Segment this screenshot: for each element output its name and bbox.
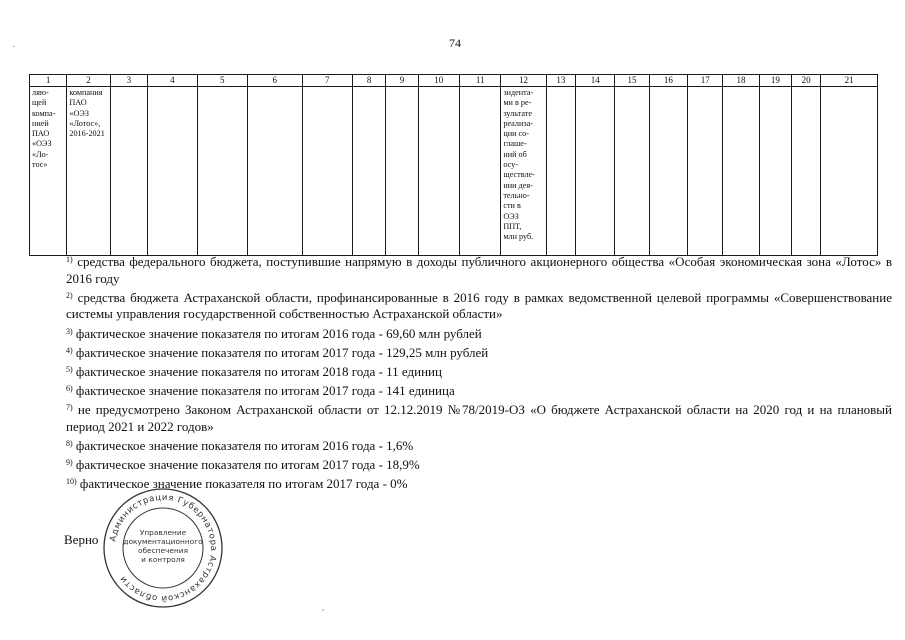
column-header: 6	[248, 75, 303, 87]
cell-text-col1: ляю- щей компа- нией ПАО «ОЭЗ «Ло- тос»	[32, 88, 56, 170]
scan-speck: ·	[12, 42, 16, 53]
table-cell	[30, 87, 67, 256]
table-row	[30, 87, 878, 256]
footnotes	[66, 254, 892, 493]
footnote-text: фактическое значение показателя по итогам 2017 года - 0%	[79, 476, 408, 492]
column-header: 16	[649, 75, 687, 87]
footnote-mark: 7)	[66, 403, 73, 413]
footnote-mark: 8)	[66, 439, 73, 449]
stamp-ring-text: Администрация Губернатора Астраханской области	[108, 492, 219, 604]
footnote-mark: 9)	[66, 458, 73, 468]
stamp-center-line: обеспечения	[137, 546, 189, 555]
column-header: 1	[30, 75, 67, 87]
official-stamp	[101, 486, 225, 610]
footnote-mark: 3)	[66, 326, 73, 336]
footnote	[66, 326, 892, 343]
footnote-text: фактическое значение показателя по итогам 2017 года - 141 единица	[75, 383, 455, 399]
column-header: 17	[688, 75, 723, 87]
verno-label: Верно	[64, 532, 99, 547]
footnote-text: не предусмотрено Законом Астраханской области от 12.12.2019 №78/2019-ОЗ «О бюджете Астраханской области на 2020 год и на плановый период 2021 и 2022 годов»	[66, 402, 893, 434]
column-header: 14	[576, 75, 615, 87]
footnote	[66, 345, 892, 362]
column-header: 10	[418, 75, 459, 87]
footnote-text: средства федерального бюджета, поступившие напрямую в доходы публичного акционерного общества «Особая экономическая зона «Лотос» в 2016 году	[66, 254, 892, 286]
table-cell	[723, 87, 759, 256]
cell-text-col12: зидента- ми в ре- зультате реализа- ции со- глаше- ний об осу- ществле- нии дея- тельно- сти в ОЭЗ ППТ, млн руб.	[503, 88, 535, 242]
table-cell	[759, 87, 791, 256]
column-header: 19	[759, 75, 791, 87]
table-cell	[615, 87, 649, 256]
table-cell	[688, 87, 723, 256]
stamp-center-line: Управление	[139, 528, 187, 537]
cell-text-col2: компания ПАО «ОЭЗ «Лотос», 2016-2021	[69, 88, 105, 139]
table-cell	[546, 87, 575, 256]
footnote-mark: 10)	[66, 477, 77, 487]
footnote-text: фактическое значение показателя по итогам 2016 года - 69,60 млн рублей	[75, 325, 482, 341]
column-header: 2	[67, 75, 110, 87]
table-cell	[67, 87, 110, 256]
column-header: 8	[352, 75, 385, 87]
footnote	[66, 290, 892, 323]
table-cell	[821, 87, 878, 256]
column-header: 13	[546, 75, 575, 87]
column-header: 5	[197, 75, 247, 87]
footnote-mark: 1)	[66, 255, 73, 264]
table-cell	[792, 87, 821, 256]
column-header: 11	[459, 75, 500, 87]
stamp-center-line: и контроля	[141, 555, 185, 564]
footnote-mark: 6)	[66, 384, 73, 394]
data-table	[29, 74, 878, 256]
scan-speck: ′	[322, 608, 325, 619]
footnote	[66, 364, 892, 381]
footnote-mark: 5)	[66, 364, 73, 374]
table-cell	[649, 87, 687, 256]
table-cell	[386, 87, 418, 256]
footnote-text: фактическое значение показателя по итогам 2016 года - 1,6%	[75, 438, 414, 454]
column-header: 15	[615, 75, 649, 87]
column-header: 4	[148, 75, 197, 87]
table-cell	[248, 87, 303, 256]
column-header: 18	[723, 75, 759, 87]
footnote-text: фактическое значение показателя по итогам 2018 года - 11 единиц	[75, 363, 442, 379]
table-cell	[418, 87, 459, 256]
column-header: 20	[792, 75, 821, 87]
footnote-text: фактическое значение показателя по итогам 2017 года - 129,25 млн рублей	[75, 344, 489, 360]
footnote-mark: 4)	[66, 345, 73, 355]
table-cell	[576, 87, 615, 256]
table-cell	[110, 87, 147, 256]
footnote-text: средства бюджета Астраханской области, профинансированные в 2016 году в рамках ведомственной целевой программы «Совершенствование системы управления государственной собственностью Астраханской области»	[66, 289, 892, 322]
page-number: 74	[449, 36, 461, 50]
table-cell	[148, 87, 197, 256]
column-header: 21	[821, 75, 878, 87]
column-header: 12	[501, 75, 546, 87]
table-cell	[197, 87, 247, 256]
footnote	[66, 254, 892, 287]
table-cell	[501, 87, 546, 256]
footnote	[66, 457, 892, 474]
footnote-mark: 2)	[66, 290, 73, 300]
stamp-center-line: документационного	[123, 537, 203, 546]
footnote	[66, 402, 892, 435]
column-header: 9	[386, 75, 418, 87]
table-cell	[302, 87, 352, 256]
table-cell	[352, 87, 385, 256]
footnote	[66, 438, 892, 455]
header-row	[30, 75, 878, 87]
column-header: 7	[302, 75, 352, 87]
column-header: 3	[110, 75, 147, 87]
footnote-text: фактическое значение показателя по итогам 2017 года - 18,9%	[75, 457, 420, 473]
table-cell	[459, 87, 500, 256]
footnote	[66, 383, 892, 400]
